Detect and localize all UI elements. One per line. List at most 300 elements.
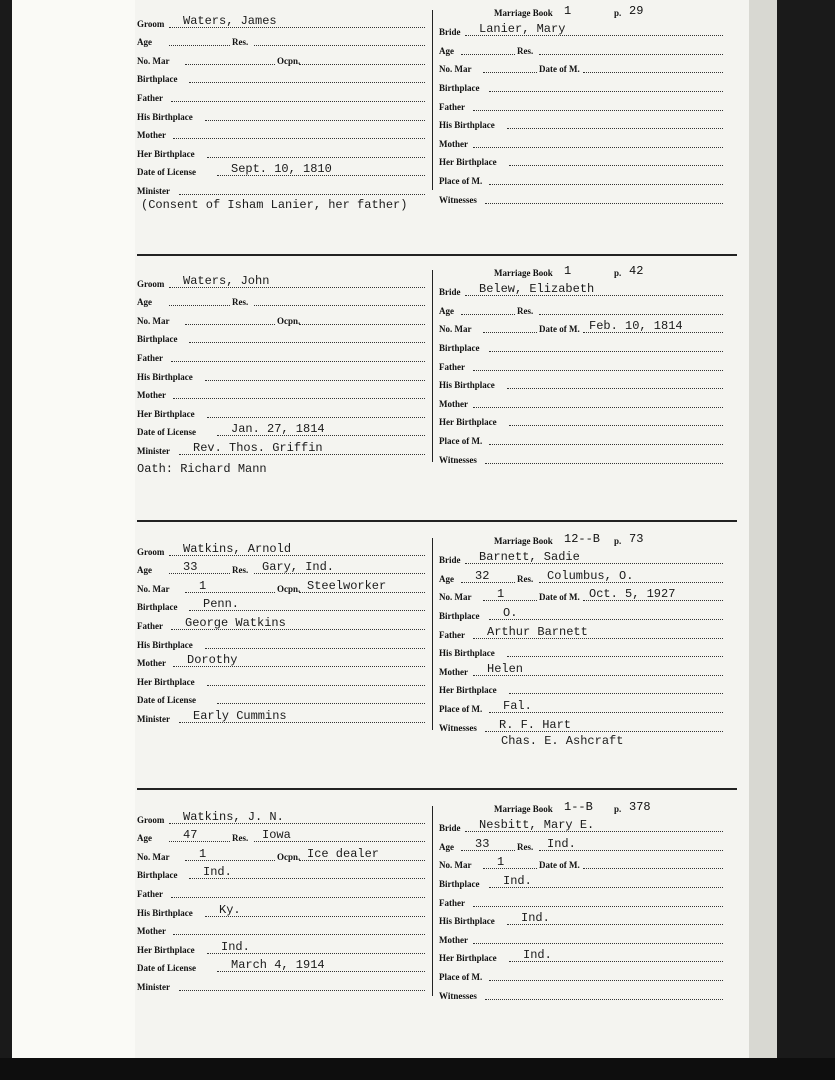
groom-mother-label: Mother: [137, 130, 166, 141]
bride-her-birthplace-row: [439, 947, 723, 966]
groom-father-row: [137, 614, 425, 633]
groom-no-mar-label-2: Ocpn.: [277, 55, 301, 66]
groom-his-birthplace-value: Ky.: [219, 902, 241, 917]
bride-age-row: [439, 39, 723, 58]
dotted-rule: [473, 110, 723, 111]
groom-father-row: [137, 882, 425, 901]
groom-license-row: [137, 421, 425, 440]
dotted-rule: [507, 128, 723, 129]
groom-minister-row: [137, 179, 425, 198]
bride-witnesses-row: [439, 716, 723, 735]
page-value: 378: [629, 799, 651, 814]
bride-his-birthplace-row: [439, 374, 723, 393]
dotted-rule: [509, 165, 723, 166]
dotted-rule: [205, 120, 425, 121]
bride-no-mar-label: No. Mar: [439, 324, 472, 335]
groom-groom-value: Watkins, Arnold: [183, 541, 292, 556]
dotted-rule: [583, 868, 723, 869]
dotted-rule: [189, 342, 425, 343]
groom-his-birthplace-label: His Birthplace: [137, 907, 193, 918]
groom-his-birthplace-label: His Birthplace: [137, 639, 193, 650]
bride-age-label-2: Res.: [517, 573, 534, 584]
groom-age-label: Age: [137, 297, 152, 308]
dotted-rule: [583, 72, 723, 73]
groom-birthplace-row: [137, 328, 425, 347]
bride-witnesses-row: [439, 984, 723, 1003]
bride-bride-value: Belew, Elizabeth: [479, 282, 595, 297]
page-label: p.: [614, 535, 622, 546]
bride-place-row: [439, 429, 723, 448]
bride-place-label: Place of M.: [439, 175, 483, 186]
bride-father-row: [439, 623, 723, 642]
groom-mother-value: Dorothy: [187, 653, 238, 668]
groom-column: [137, 12, 425, 198]
bride-no-mar-value: 1: [497, 587, 505, 602]
groom-his-birthplace-label: His Birthplace: [137, 111, 193, 122]
dotted-rule: [254, 305, 425, 306]
groom-age-label: Age: [137, 565, 152, 576]
marriage-book-value: 1: [564, 3, 572, 18]
groom-no-mar-row: [137, 49, 425, 68]
marriage-record: [137, 263, 737, 520]
dotted-rule: [171, 101, 425, 102]
dotted-rule: [489, 980, 723, 981]
dotted-rule: [509, 693, 723, 694]
dotted-rule: [461, 54, 515, 55]
groom-no-mar-row: [137, 577, 425, 596]
left-margin: [12, 0, 135, 1060]
dotted-rule: [299, 64, 425, 65]
groom-age-row: [137, 559, 425, 578]
groom-birthplace-value: Penn.: [203, 597, 240, 612]
groom-father-row: [137, 346, 425, 365]
dotted-rule: [489, 351, 723, 352]
bride-age-value-2: Columbus, O.: [547, 568, 634, 583]
groom-column: [137, 272, 425, 458]
bride-witnesses-label: Witnesses: [439, 990, 477, 1001]
bride-no-mar-label: No. Mar: [439, 592, 472, 603]
bride-place-label: Place of M.: [439, 703, 483, 714]
dotted-rule: [189, 82, 425, 83]
groom-his-birthplace-row: [137, 901, 425, 920]
bride-place-label: Place of M.: [439, 971, 483, 982]
bride-his-birthplace-label: His Birthplace: [439, 648, 495, 659]
groom-license-value: March 4, 1914: [231, 958, 325, 973]
groom-her-birthplace-label: Her Birthplace: [137, 148, 195, 159]
groom-her-birthplace-row: [137, 938, 425, 957]
groom-birthplace-label: Birthplace: [137, 602, 178, 613]
marriage-book-ref: [439, 262, 723, 281]
bride-mother-label: Mother: [439, 398, 468, 409]
groom-birthplace-label: Birthplace: [137, 334, 178, 345]
bride-bride-row: [439, 21, 723, 40]
bride-no-mar-label: No. Mar: [439, 860, 472, 871]
groom-age-value-2: Gary, Ind.: [262, 560, 335, 575]
dotted-rule: [205, 648, 425, 649]
scan-border: [0, 1058, 835, 1080]
groom-birthplace-row: [137, 596, 425, 615]
bride-no-mar-label: No. Mar: [439, 64, 472, 75]
groom-groom-label: Groom: [137, 546, 165, 557]
groom-license-value: Jan. 27, 1814: [231, 422, 325, 437]
bride-birthplace-row: [439, 872, 723, 891]
marriage-book-ref: [439, 2, 723, 21]
dotted-rule: [173, 934, 425, 935]
groom-groom-row: [137, 12, 425, 31]
groom-license-label: Date of License: [137, 427, 196, 438]
dotted-rule: [539, 54, 723, 55]
marriage-book-label: Marriage Book: [494, 535, 553, 546]
groom-age-label-2: Res.: [232, 37, 249, 48]
groom-minister-value: Early Cummins: [193, 708, 287, 723]
groom-his-birthplace-row: [137, 365, 425, 384]
groom-birthplace-label: Birthplace: [137, 74, 178, 85]
bride-age-label: Age: [439, 305, 454, 316]
bride-bride-value: Nesbitt, Mary E.: [479, 818, 595, 833]
dotted-rule: [483, 332, 537, 333]
marriage-book-ref: [439, 798, 723, 817]
bride-birthplace-label: Birthplace: [439, 610, 480, 621]
dotted-rule: [483, 600, 537, 601]
dotted-rule: [185, 324, 275, 325]
dotted-rule: [171, 897, 425, 898]
dotted-rule: [169, 45, 230, 46]
bride-witnesses-value: R. F. Hart: [499, 717, 572, 732]
bride-bride-value: Barnett, Sadie: [479, 550, 580, 565]
bride-age-row: [439, 567, 723, 586]
groom-groom-label: Groom: [137, 18, 165, 29]
groom-groom-row: [137, 540, 425, 559]
groom-her-birthplace-row: [137, 142, 425, 161]
bride-mother-row: [439, 928, 723, 947]
bride-no-mar-value-2: Oct. 5, 1927: [589, 587, 676, 602]
bride-birthplace-row: [439, 76, 723, 95]
bride-age-label-2: Res.: [517, 45, 534, 56]
groom-license-value: Sept. 10, 1810: [231, 162, 332, 177]
bride-mother-row: [439, 392, 723, 411]
marriage-book-label: Marriage Book: [494, 267, 553, 278]
bride-mother-label: Mother: [439, 138, 468, 149]
groom-license-label: Date of License: [137, 963, 196, 974]
bride-place-row: [439, 965, 723, 984]
groom-no-mar-row: [137, 309, 425, 328]
groom-age-label-2: Res.: [232, 833, 249, 844]
bride-bride-row: [439, 281, 723, 300]
groom-age-label: Age: [137, 37, 152, 48]
record-divider: [137, 788, 737, 790]
groom-groom-label: Groom: [137, 814, 165, 825]
dotted-rule: [207, 685, 425, 686]
bride-place-row: [439, 169, 723, 188]
dotted-rule: [254, 45, 425, 46]
bride-her-birthplace-row: [439, 679, 723, 698]
bride-witnesses-label: Witnesses: [439, 194, 477, 205]
groom-age-row: [137, 827, 425, 846]
groom-father-label: Father: [137, 888, 163, 899]
groom-minister-label: Minister: [137, 185, 170, 196]
groom-age-value: 33: [183, 560, 198, 575]
marriage-book-label: Marriage Book: [494, 803, 553, 814]
groom-minister-value: Rev. Thos. Griffin: [193, 440, 323, 455]
dotted-rule: [179, 194, 425, 195]
page-value: 42: [629, 263, 644, 278]
bride-age-label-2: Res.: [517, 305, 534, 316]
groom-age-label-2: Res.: [232, 297, 249, 308]
groom-father-label: Father: [137, 352, 163, 363]
groom-no-mar-label: No. Mar: [137, 851, 170, 862]
groom-mother-label: Mother: [137, 926, 166, 937]
groom-no-mar-label-2: Ocpn.: [277, 851, 301, 862]
dotted-rule: [489, 184, 723, 185]
bride-her-birthplace-label: Her Birthplace: [439, 417, 497, 428]
bride-column: [439, 262, 723, 467]
bride-father-label: Father: [439, 101, 465, 112]
bride-her-birthplace-label: Her Birthplace: [439, 157, 497, 168]
bride-no-mar-label-2: Date of M.: [539, 64, 580, 75]
bride-no-mar-label-2: Date of M.: [539, 860, 580, 871]
groom-no-mar-label: No. Mar: [137, 583, 170, 594]
bride-birthplace-row: [439, 336, 723, 355]
groom-license-label: Date of License: [137, 695, 196, 706]
groom-father-label: Father: [137, 620, 163, 631]
groom-no-mar-label-2: Ocpn.: [277, 315, 301, 326]
dotted-rule: [179, 990, 425, 991]
bride-age-label: Age: [439, 573, 454, 584]
groom-minister-label: Minister: [137, 445, 170, 456]
groom-groom-label: Groom: [137, 278, 165, 289]
dotted-rule: [507, 656, 723, 657]
dotted-rule: [473, 906, 723, 907]
dotted-rule: [207, 157, 425, 158]
groom-groom-row: [137, 272, 425, 291]
bride-birthplace-label: Birthplace: [439, 342, 480, 353]
dotted-rule: [473, 370, 723, 371]
dotted-rule: [169, 841, 230, 842]
groom-groom-value: Waters, James: [183, 13, 277, 28]
bride-no-mar-row: [439, 318, 723, 337]
groom-birthplace-row: [137, 864, 425, 883]
groom-minister-label: Minister: [137, 713, 170, 724]
bride-bride-label: Bride: [439, 27, 461, 38]
bride-bride-label: Bride: [439, 823, 461, 834]
groom-father-label: Father: [137, 92, 163, 103]
marriage-book-ref: [439, 530, 723, 549]
bride-his-birthplace-row: [439, 114, 723, 133]
groom-age-value: 47: [183, 828, 198, 843]
record-divider: [137, 520, 737, 522]
bride-father-label: Father: [439, 361, 465, 372]
marriage-book-value: 1: [564, 263, 572, 278]
groom-no-mar-label: No. Mar: [137, 55, 170, 66]
dotted-rule: [507, 388, 723, 389]
groom-no-mar-label: No. Mar: [137, 315, 170, 326]
groom-her-birthplace-row: [137, 402, 425, 421]
bride-his-birthplace-value: Ind.: [521, 911, 550, 926]
groom-license-row: [137, 689, 425, 708]
bride-mother-row: [439, 660, 723, 679]
marriage-book-label: Marriage Book: [494, 7, 553, 18]
groom-no-mar-value-2: Ice dealer: [307, 846, 380, 861]
bride-her-birthplace-row: [439, 411, 723, 430]
bride-column: [439, 530, 723, 735]
bride-age-row: [439, 835, 723, 854]
groom-no-mar-value-2: Steelworker: [307, 578, 387, 593]
groom-father-row: [137, 86, 425, 105]
groom-license-row: [137, 161, 425, 180]
groom-no-mar-value: 1: [199, 846, 207, 861]
groom-her-birthplace-value: Ind.: [221, 939, 250, 954]
groom-age-row: [137, 31, 425, 50]
groom-age-value-2: Iowa: [262, 828, 291, 843]
dotted-rule: [299, 324, 425, 325]
bride-his-birthplace-label: His Birthplace: [439, 380, 495, 391]
dotted-rule: [485, 203, 723, 204]
dotted-rule: [489, 444, 723, 445]
bride-mother-label: Mother: [439, 666, 468, 677]
groom-her-birthplace-row: [137, 670, 425, 689]
marriage-record: [137, 531, 737, 788]
dotted-rule: [461, 314, 515, 315]
dotted-rule: [489, 619, 723, 620]
page-label: p.: [614, 803, 622, 814]
dotted-rule: [185, 64, 275, 65]
dotted-rule: [483, 72, 537, 73]
bride-no-mar-row: [439, 854, 723, 873]
marriage-book-value: 1--B: [564, 799, 593, 814]
bride-age-label: Age: [439, 841, 454, 852]
bride-place-row: [439, 697, 723, 716]
dotted-rule: [473, 407, 723, 408]
bride-his-birthplace-label: His Birthplace: [439, 120, 495, 131]
bride-birthplace-label: Birthplace: [439, 878, 480, 889]
groom-minister-row: [137, 975, 425, 994]
bride-no-mar-label-2: Date of M.: [539, 324, 580, 335]
bride-father-row: [439, 355, 723, 374]
groom-groom-value: Watkins, J. N.: [183, 809, 284, 824]
bride-birthplace-row: [439, 604, 723, 623]
groom-minister-row: [137, 439, 425, 458]
bride-bride-row: [439, 549, 723, 568]
bride-age-label-2: Res.: [517, 841, 534, 852]
marriage-record: [137, 799, 737, 1056]
bride-bride-row: [439, 817, 723, 836]
bride-witnesses-label: Witnesses: [439, 722, 477, 733]
bride-age-row: [439, 299, 723, 318]
groom-mother-label: Mother: [137, 658, 166, 669]
page-label: p.: [614, 7, 622, 18]
groom-license-row: [137, 957, 425, 976]
bride-father-row: [439, 95, 723, 114]
groom-column: [137, 540, 425, 726]
groom-column: [137, 808, 425, 994]
bride-bride-label: Bride: [439, 555, 461, 566]
bride-no-mar-value-2: Feb. 10, 1814: [589, 319, 683, 334]
record-note: (Consent of Isham Lanier, her father): [141, 198, 408, 212]
bride-age-value-2: Ind.: [547, 836, 576, 851]
dotted-rule: [485, 999, 723, 1000]
record-note: Oath: Richard Mann: [137, 462, 267, 476]
groom-his-birthplace-row: [137, 633, 425, 652]
bride-father-label: Father: [439, 897, 465, 908]
dotted-rule: [207, 417, 425, 418]
bride-age-value: 32: [475, 568, 490, 583]
dotted-rule: [205, 380, 425, 381]
bride-mother-value: Helen: [487, 661, 524, 676]
bride-no-mar-row: [439, 586, 723, 605]
groom-groom-value: Waters, John: [183, 273, 270, 288]
record-note: Chas. E. Ashcraft: [501, 734, 624, 748]
bride-his-birthplace-label: His Birthplace: [439, 916, 495, 927]
groom-mother-label: Mother: [137, 390, 166, 401]
bride-her-birthplace-label: Her Birthplace: [439, 685, 497, 696]
groom-groom-row: [137, 808, 425, 827]
bride-place-value: Fal.: [503, 698, 532, 713]
bride-his-birthplace-row: [439, 642, 723, 661]
bride-mother-row: [439, 132, 723, 151]
bride-age-value: 33: [475, 836, 490, 851]
dotted-rule: [169, 573, 230, 574]
bride-witnesses-row: [439, 448, 723, 467]
dotted-rule: [539, 314, 723, 315]
groom-mother-row: [137, 124, 425, 143]
groom-age-row: [137, 291, 425, 310]
dotted-rule: [169, 305, 230, 306]
bride-no-mar-label-2: Date of M.: [539, 592, 580, 603]
groom-mother-row: [137, 384, 425, 403]
bride-no-mar-value: 1: [497, 855, 505, 870]
marriage-book-value: 12--B: [564, 531, 601, 546]
bride-witnesses-row: [439, 188, 723, 207]
dotted-rule: [483, 868, 537, 869]
bride-place-label: Place of M.: [439, 435, 483, 446]
right-margin: [749, 0, 777, 1060]
bride-bride-label: Bride: [439, 287, 461, 298]
bride-no-mar-row: [439, 58, 723, 77]
groom-age-label: Age: [137, 833, 152, 844]
groom-her-birthplace-label: Her Birthplace: [137, 944, 195, 955]
groom-birthplace-row: [137, 68, 425, 87]
groom-mother-row: [137, 920, 425, 939]
groom-minister-row: [137, 707, 425, 726]
bride-her-birthplace-label: Her Birthplace: [439, 953, 497, 964]
bride-father-label: Father: [439, 629, 465, 640]
dotted-rule: [489, 91, 723, 92]
groom-no-mar-value: 1: [199, 578, 207, 593]
bride-witnesses-label: Witnesses: [439, 454, 477, 465]
bride-age-label: Age: [439, 45, 454, 56]
dotted-rule: [173, 398, 425, 399]
groom-his-birthplace-row: [137, 105, 425, 124]
bride-father-value: Arthur Barnett: [487, 624, 588, 639]
page-value: 73: [629, 531, 644, 546]
dotted-rule: [485, 463, 723, 464]
bride-his-birthplace-row: [439, 910, 723, 929]
groom-minister-label: Minister: [137, 981, 170, 992]
bride-her-birthplace-value: Ind.: [523, 948, 552, 963]
page-value: 29: [629, 3, 644, 18]
groom-her-birthplace-label: Her Birthplace: [137, 408, 195, 419]
dotted-rule: [509, 425, 723, 426]
dotted-rule: [473, 147, 723, 148]
groom-her-birthplace-label: Her Birthplace: [137, 676, 195, 687]
bride-column: [439, 798, 723, 1003]
bride-bride-value: Lanier, Mary: [479, 22, 566, 37]
bride-her-birthplace-row: [439, 151, 723, 170]
bride-birthplace-value: Ind.: [503, 873, 532, 888]
bride-birthplace-label: Birthplace: [439, 82, 480, 93]
bride-birthplace-value: O.: [503, 605, 518, 620]
groom-his-birthplace-label: His Birthplace: [137, 371, 193, 382]
